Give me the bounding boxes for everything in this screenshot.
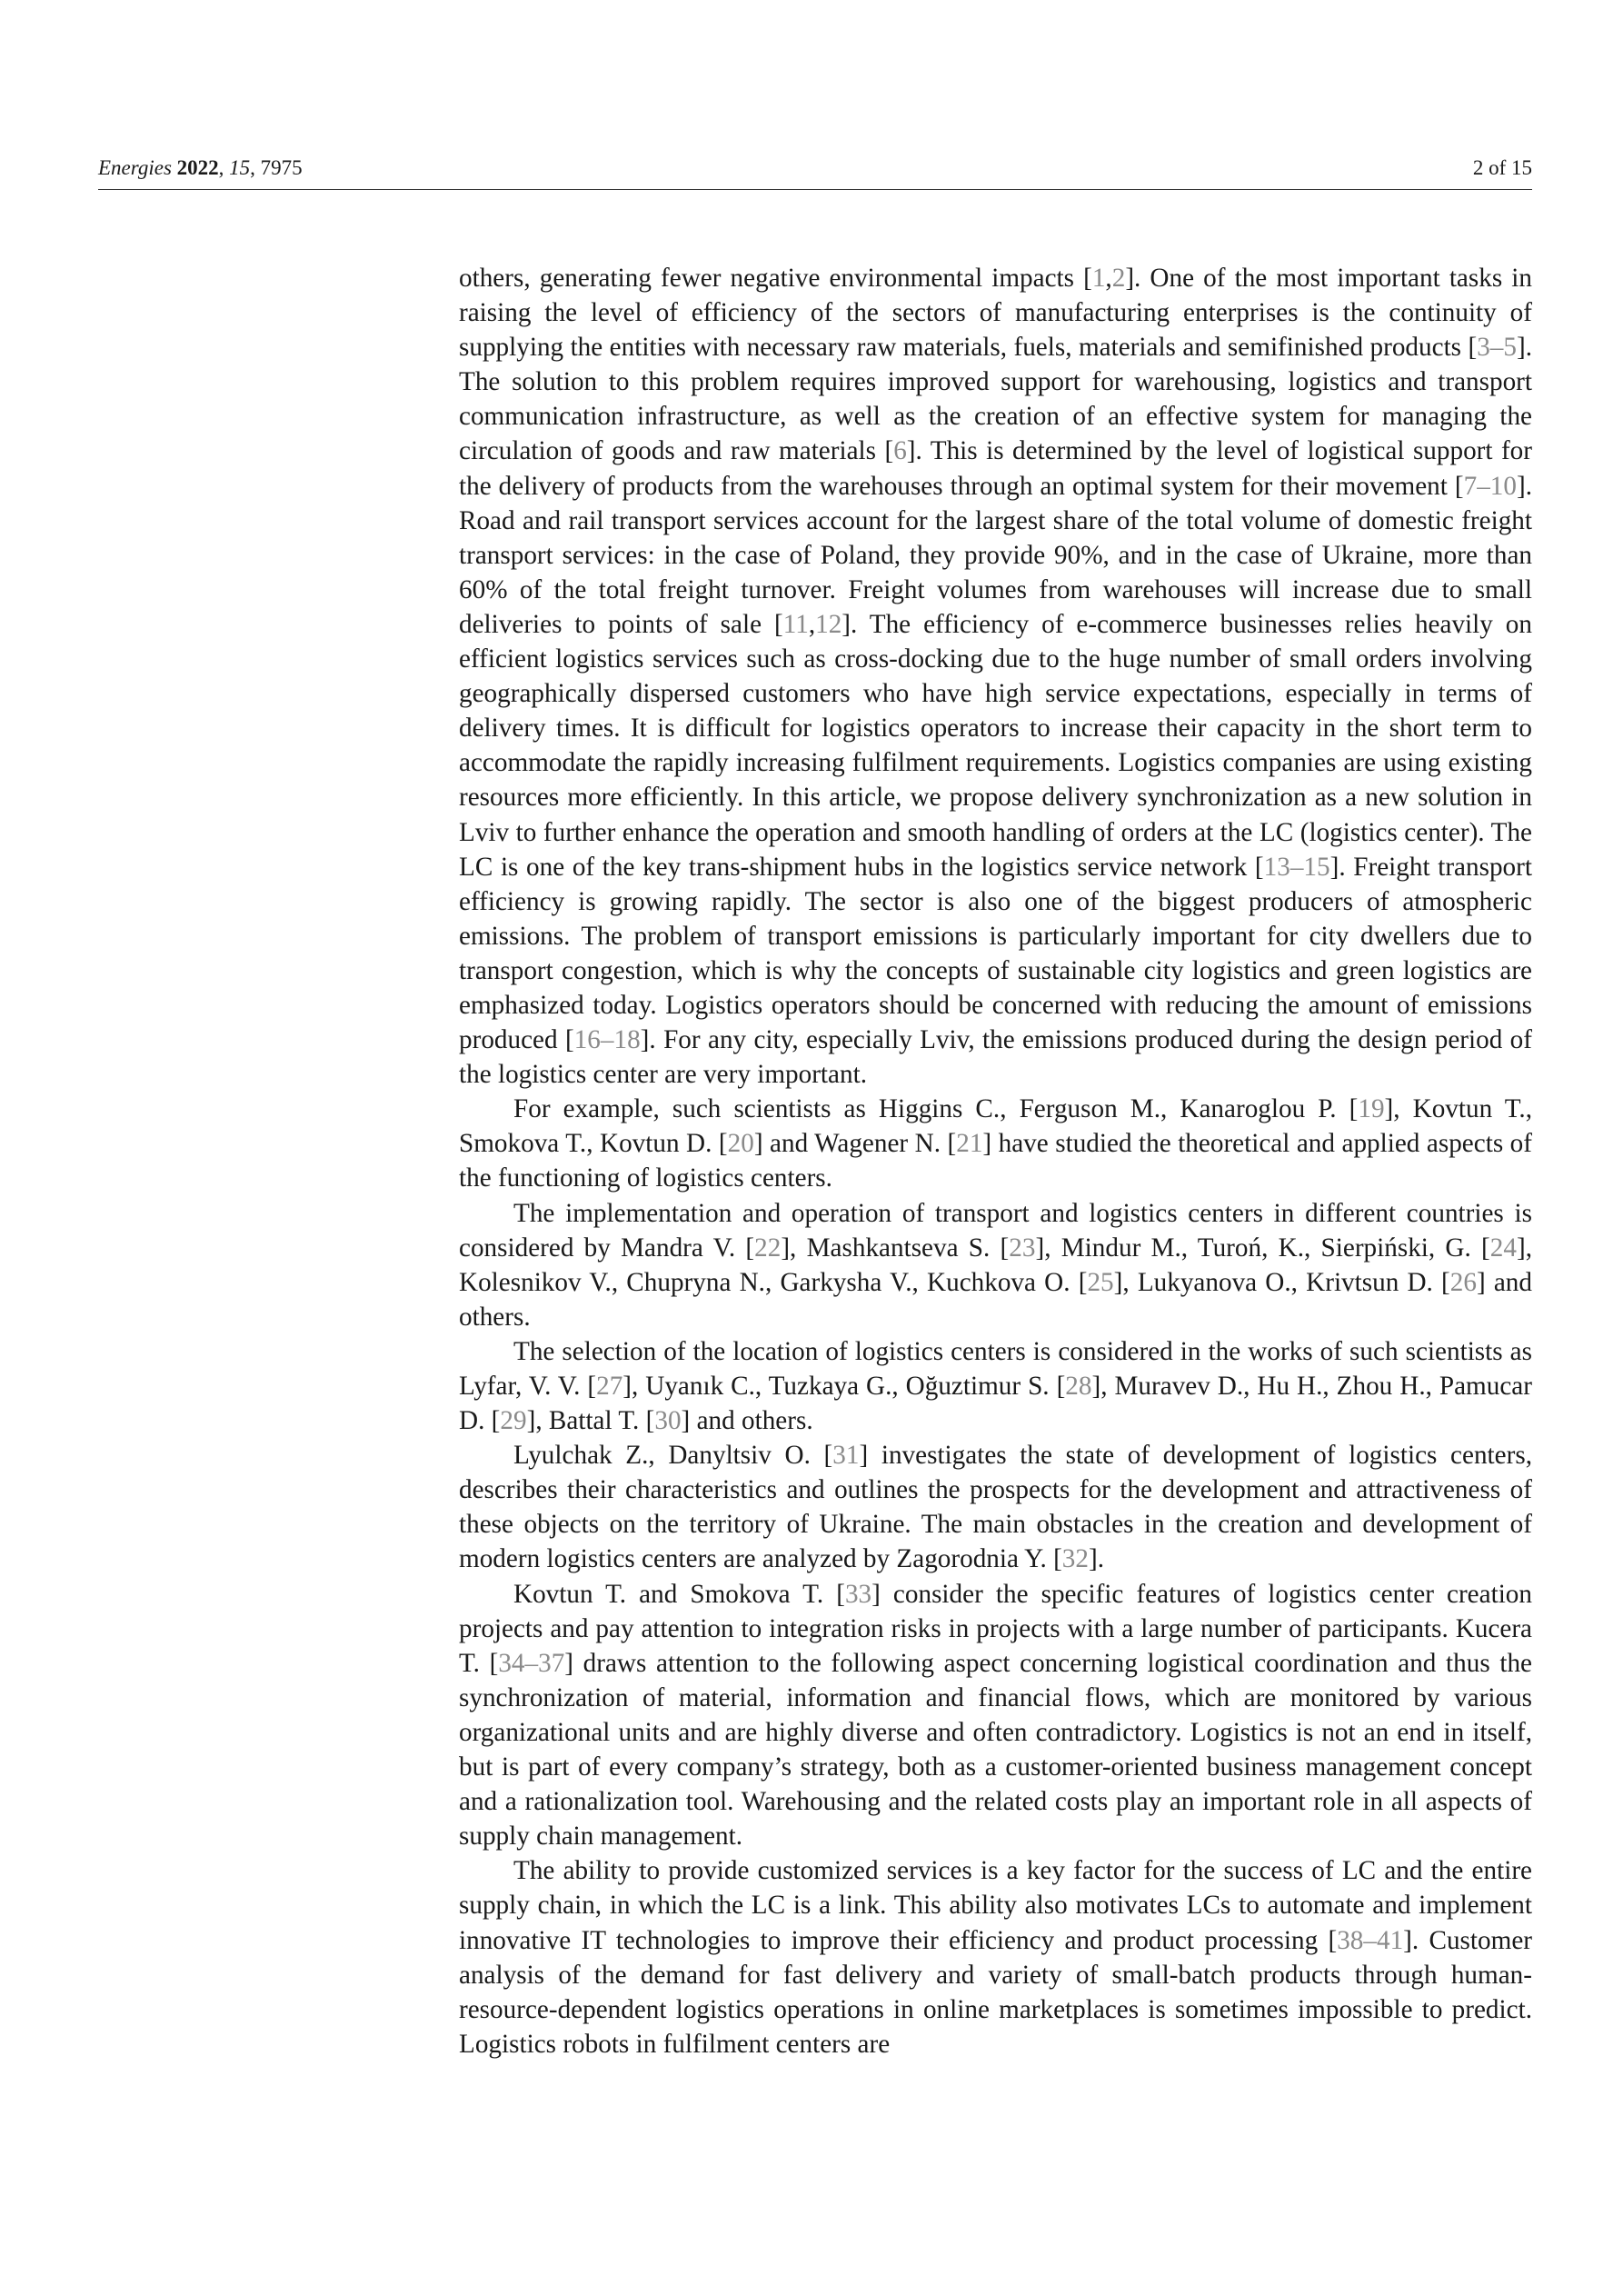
citation-link[interactable]: 1 <box>1091 264 1106 293</box>
journal-volume: 15 <box>229 156 251 179</box>
citation-link[interactable]: 31 <box>832 1441 860 1471</box>
text-run: ]. The solution to this problem requires improved support for warehousing, logistics and transport communication infrastructure, as well as the creation of an effective system for managing the circulation of goods and raw materials [ <box>459 333 1532 466</box>
citation-link[interactable]: 20 <box>727 1129 754 1159</box>
citation-link[interactable]: 16–18 <box>573 1025 641 1055</box>
text-run: ]. This is determined by the level of logistical support for the delivery of products from the warehouses through an optimal system for their movement [ <box>459 436 1532 501</box>
paragraph-p2 <box>459 1092 1532 1195</box>
text-run: Kovtun T. and Smokova T. [ <box>513 1579 845 1609</box>
text-run: ], Lukyanova O., Krivtsun D. [ <box>1113 1267 1450 1297</box>
citation-link[interactable]: 3–5 <box>1477 333 1517 363</box>
text-run: ]. Road and rail transport services account for the largest share of the total volume of domestic freight transport services: in the case of Poland, they provide 90%, and in the case of Ukraine, more than 60% of the total freight turnover. Freight volumes from warehouses will increase due to small deliveries to points of sale [ <box>459 471 1532 639</box>
citation-link[interactable]: 13–15 <box>1263 852 1330 882</box>
text-run: ]. Freight transport efficiency is growing rapidly. The sector is also one of the biggest producers of atmospheric emissions. The problem of transport emissions is particularly important for city dwellers due to transport congestion, which is why the concepts of sustainable city logistics and green logistics are emphasized today. Logistics operators should be concerned with reducing the amount of emissions produced [ <box>459 852 1532 1055</box>
citation-link[interactable]: 26 <box>1449 1267 1477 1297</box>
citation-link[interactable]: 27 <box>596 1372 623 1401</box>
citation-link[interactable]: 19 <box>1358 1094 1385 1124</box>
citation-link[interactable]: 29 <box>500 1406 527 1436</box>
journal-citation: Energies 2022, 15, 7975 <box>98 156 303 179</box>
body-text <box>459 261 1532 2061</box>
text-run: ] draws attention to the following aspect concerning logistical coordination and thus the synchronization of material, information and financial flows, which are monitored by various organizational units and are highly diverse and often contradictory. Logistics is not an end in itself, but is part of every company’s strategy, both as a customer-oriented business management concept and a rationalization tool. Warehousing and the related costs play an important role in all aspects of supply chain management. <box>459 1648 1532 1852</box>
citation-link[interactable]: 12 <box>815 609 842 639</box>
paragraph-p3 <box>459 1196 1532 1334</box>
text-run: The selection of the location of logistics centers is considered in the works of such scientists as Lyfar, V. V. [ <box>459 1336 1532 1401</box>
text-run: ]. The efficiency of e-commerce businesses relies heavily on efficient logistics services such as cross-docking due to the huge number of small orders involving geographically dispersed customers who have high service expectations, especially in terms of delivery times. It is difficult for logistics operators to increase their capacity in the short term to accommodate the rapidly increasing fulfilment requirements. Logistics companies are using existing resources more efficiently. In this article, we propose delivery synchronization as a new solution in Lviv to further enhance the operation and smooth handling of orders at the LC (logistics center). The LC is one of the key trans-shipment hubs in the logistics service network [ <box>459 609 1532 882</box>
citation-link[interactable]: 6 <box>893 436 907 466</box>
text-run: ]. Customer analysis of the demand for fast delivery and variety of small-batch products through human-resource-dependent logistics operations in online marketplaces is sometimes impossible to predict. Logistics robots in fulfilment centers are <box>459 1925 1532 2059</box>
text-run: ], Battal T. [ <box>526 1406 655 1436</box>
citation-link[interactable]: 32 <box>1061 1544 1089 1574</box>
text-run: ], Mindur M., Turoń, K., Sierpiński, G. [ <box>1035 1233 1490 1263</box>
journal-name: Energies <box>98 156 172 179</box>
text-run: ], Muravev D., Hu H., Zhou H., Pamucar D. [ <box>459 1372 1532 1436</box>
text-run: Lyulchak Z., Danyltsiv O. [ <box>513 1441 833 1471</box>
text-run: ] and others. <box>681 1406 813 1436</box>
text-run: ], Uyanık C., Tuzkaya G., Oğuztimur S. [ <box>622 1372 1066 1401</box>
citation-link[interactable]: 7–10 <box>1463 471 1517 501</box>
page-number: 2 of 15 <box>1472 156 1532 179</box>
text-run: ] and Wagener N. [ <box>753 1129 957 1159</box>
citation-link[interactable]: 23 <box>1009 1233 1036 1263</box>
paragraph-p5 <box>459 1438 1532 1576</box>
citation-link[interactable]: 28 <box>1065 1372 1092 1401</box>
text-run: For example, such scientists as Higgins C., Ferguson M., Kanaroglou P. [ <box>513 1094 1359 1124</box>
text-run: ] consider the specific features of logistics center creation projects and pay attention to integration risks in projects with a large number of participants. Kucera T. [ <box>459 1579 1532 1678</box>
text-run: ], Kolesnikov V., Chupryna N., Garkysha V., Kuchkova O. [ <box>459 1233 1532 1297</box>
paragraph-p6 <box>459 1577 1532 1854</box>
text-run: ], Kovtun T., Smokova T., Kovtun D. [ <box>459 1094 1532 1159</box>
citation-link[interactable]: 2 <box>1111 264 1126 293</box>
citation-link[interactable]: 34–37 <box>498 1648 565 1678</box>
text-run: ]. For any city, especially Lviv, the emissions produced during the design period of the logistics center are very important. <box>459 1025 1532 1090</box>
text-run: The ability to provide customized services is a key factor for the success of LC and the entire supply chain, in which the LC is a link. This ability also motivates LCs to automate and implement innovative IT technologies to improve their efficiency and product processing [ <box>459 1856 1532 1955</box>
text-run: ], Mashkantseva S. [ <box>781 1233 1010 1263</box>
text-run: ] investigates the state of development of logistics centers, describes their characteristics and outlines the prospects for the development and attractiveness of these objects on the territory of Ukraine. The main obstacles in the creation and development of modern logistics centers are analyzed by Zagorodnia Y. [ <box>459 1441 1532 1574</box>
citation-link[interactable]: 38–41 <box>1337 1925 1404 1955</box>
citation-link[interactable]: 30 <box>654 1406 682 1436</box>
citation-link[interactable]: 21 <box>956 1129 983 1159</box>
paragraph-p1 <box>459 261 1532 1092</box>
text-run: , <box>1105 264 1112 293</box>
text-run: ] have studied the theoretical and applied aspects of the functioning of logistics centers. <box>459 1129 1532 1193</box>
citation-link[interactable]: 25 <box>1087 1267 1114 1297</box>
header-rule <box>98 189 1532 190</box>
text-run: ]. <box>1088 1544 1105 1574</box>
paragraph-p4 <box>459 1334 1532 1438</box>
citation-link[interactable]: 24 <box>1489 1233 1517 1263</box>
paragraph-p7 <box>459 1853 1532 2061</box>
text-run: others, generating fewer negative environmental impacts [ <box>459 264 1092 293</box>
text-run: ] and others. <box>459 1267 1532 1332</box>
article-number: 7975 <box>260 156 303 179</box>
citation-link[interactable]: 33 <box>844 1579 872 1609</box>
text-run: , <box>808 609 816 639</box>
text-run: ]. One of the most important tasks in raising the level of efficiency of the sectors of manufacturing enterprises is the continuity of supplying the entities with necessary raw materials, fuels, materials and semifinished products [ <box>459 264 1532 363</box>
journal-year: 2022 <box>176 156 219 179</box>
citation-link[interactable]: 22 <box>754 1233 782 1263</box>
text-run: The implementation and operation of transport and logistics centers in different countries is considered by Mandra V. [ <box>459 1198 1532 1263</box>
citation-link[interactable]: 11 <box>782 609 809 639</box>
running-header <box>98 149 1532 187</box>
